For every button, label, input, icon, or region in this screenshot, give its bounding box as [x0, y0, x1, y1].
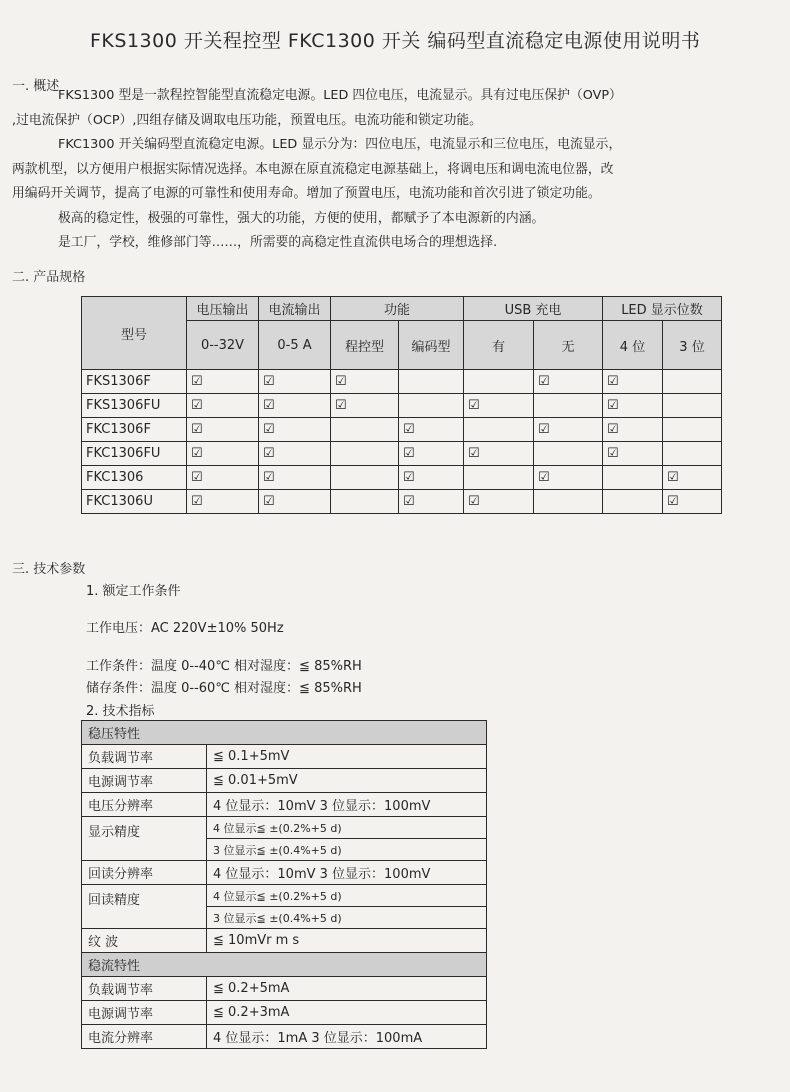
- col-usb: USB 充电: [464, 297, 603, 321]
- spec-cell-i: [259, 370, 331, 394]
- checked-box-icon: ☑: [263, 470, 275, 485]
- col-enc: 编码型: [399, 321, 464, 370]
- col-model: 型号: [82, 297, 187, 370]
- param-label: 回读分辨率: [82, 861, 207, 885]
- col-led3: 3 位: [663, 321, 722, 370]
- param-label: 电压分辨率: [82, 793, 207, 817]
- model-cell: FKC1306U: [82, 490, 187, 514]
- checked-box-icon: ☑: [191, 398, 203, 413]
- work-voltage: 工作电压：AC 220V±10% 50Hz: [86, 621, 284, 636]
- param-label: 电源调节率: [82, 769, 207, 793]
- spec-cell-usb-yes: [464, 490, 534, 514]
- param-value: ≦ 0.1+5mV: [207, 745, 487, 769]
- overview-line-5: 用编码开关调节，提高了电源的可靠性和使用寿命。增加了预置电压，电流功能和首次引进了锁定功能。: [12, 186, 601, 201]
- spec-cell-led4: [603, 466, 663, 490]
- tech-row: [82, 745, 487, 769]
- param-value: ≦ 0.2+5mA: [207, 977, 487, 1001]
- checked-box-icon: ☑: [468, 494, 480, 509]
- spec-cell-usb-yes: [464, 370, 534, 394]
- checked-box-icon: ☑: [191, 470, 203, 485]
- tech-row: [82, 929, 487, 953]
- checked-box-icon: ☑: [403, 446, 415, 461]
- checked-box-icon: ☑: [667, 470, 679, 485]
- checked-box-icon: ☑: [538, 422, 550, 437]
- spec-cell-enc: [399, 466, 464, 490]
- checked-box-icon: ☑: [607, 374, 619, 389]
- spec-cell-v: [187, 418, 259, 442]
- section-tech-heading: 三. 技术参数: [12, 562, 86, 577]
- spec-cell-usb-no: [534, 442, 603, 466]
- overview-line-4: 两款机型，以方便用户根据实际情况选择。本电源在原直流稳定电源基础上，将调电压和调电流电位器，改: [12, 161, 614, 177]
- spec-cell-led4: [603, 442, 663, 466]
- overview-line-2: ,过电流保护（OCP）,四组存储及调取电压功能，预置电压。电流功能和锁定功能。: [12, 112, 482, 128]
- param-label: 回读精度: [82, 885, 207, 929]
- overview-line-6: 极高的稳定性，极强的可靠性，强大的功能，方便的使用，都赋予了本电源新的内涵。: [58, 210, 545, 226]
- current-range: 0-5 A: [259, 321, 331, 370]
- spec-row: [82, 394, 722, 418]
- col-prog: 程控型: [331, 321, 399, 370]
- overview-line-3: FKC1300 开关编码型直流稳定电源。LED 显示分为：四位电压，电流显示和三位电压，电流显示，: [58, 137, 622, 152]
- spec-table-body: [82, 370, 722, 514]
- tech-row: [82, 977, 487, 1001]
- storage-condition: 储存条件：温度 0--60℃ 相对湿度：≦ 85%RH: [86, 681, 362, 696]
- tech-row: [82, 1001, 487, 1025]
- spec-cell-i: [259, 394, 331, 418]
- checked-box-icon: ☑: [335, 374, 347, 389]
- rated-conditions-heading: 1. 额定工作条件: [86, 584, 181, 599]
- spec-cell-led4: [603, 370, 663, 394]
- spec-cell-led3: [663, 370, 722, 394]
- spec-cell-usb-yes: [464, 442, 534, 466]
- checked-box-icon: ☑: [403, 422, 415, 437]
- tech-row: [82, 885, 487, 907]
- section-row: [82, 721, 487, 745]
- spec-cell-enc: [399, 418, 464, 442]
- param-label: 电源调节率: [82, 1001, 207, 1025]
- spec-cell-v: [187, 370, 259, 394]
- checked-box-icon: ☑: [403, 494, 415, 509]
- col-usb-no: 无: [534, 321, 603, 370]
- spec-cell-led3: [663, 466, 722, 490]
- spec-cell-enc: [399, 370, 464, 394]
- voltage-range: 0--32V: [187, 321, 259, 370]
- param-value: 3 位显示≦ ±(0.4%+5 d): [207, 839, 487, 861]
- overview-line-7: 是工厂，学校，维修部门等……，所需要的高稳定性直流供电场合的理想选择.: [58, 235, 498, 250]
- model-cell: FKC1306F: [82, 418, 187, 442]
- param-label: 电流分辨率: [82, 1025, 207, 1049]
- spec-cell-usb-yes: [464, 394, 534, 418]
- col-led4: 4 位: [603, 321, 663, 370]
- spec-cell-i: [259, 466, 331, 490]
- spec-cell-usb-no: [534, 370, 603, 394]
- param-label: 显示精度: [82, 817, 207, 861]
- spec-cell-v: [187, 394, 259, 418]
- tech-table-body: [82, 721, 487, 1049]
- spec-cell-led4: [603, 490, 663, 514]
- param-value: 4 位显示：1mA 3 位显示：100mA: [207, 1025, 487, 1049]
- checked-box-icon: ☑: [667, 494, 679, 509]
- param-value: ≦ 10mVr m s: [207, 929, 487, 953]
- model-cell: FKS1306F: [82, 370, 187, 394]
- checked-box-icon: ☑: [468, 446, 480, 461]
- checked-box-icon: ☑: [263, 446, 275, 461]
- param-value: 4 位显示≦ ±(0.2%+5 d): [207, 885, 487, 907]
- model-cell: FKS1306FU: [82, 394, 187, 418]
- tech-row: [82, 817, 487, 839]
- checked-box-icon: ☑: [538, 374, 550, 389]
- spec-cell-enc: [399, 442, 464, 466]
- tech-index-heading: 2. 技术指标: [86, 704, 155, 719]
- spec-cell-v: [187, 442, 259, 466]
- checked-box-icon: ☑: [263, 422, 275, 437]
- section-overview-heading: 一. 概述: [12, 79, 60, 94]
- spec-cell-led3: [663, 490, 722, 514]
- spec-cell-i: [259, 442, 331, 466]
- spec-cell-usb-no: [534, 466, 603, 490]
- checked-box-icon: ☑: [191, 494, 203, 509]
- spec-cell-usb-yes: [464, 466, 534, 490]
- work-condition: 工作条件：温度 0--40℃ 相对湿度：≦ 85%RH: [86, 659, 362, 674]
- spec-cell-prog: [331, 370, 399, 394]
- tech-row: [82, 861, 487, 885]
- spec-cell-usb-no: [534, 490, 603, 514]
- model-cell: FKC1306: [82, 466, 187, 490]
- overview-line-1: FKS1300 型是一款程控智能型直流稳定电源。LED 四位电压，电流显示。具有过电压保护（OVP）: [58, 88, 622, 103]
- section-row: [82, 953, 487, 977]
- spec-cell-prog: [331, 418, 399, 442]
- param-value: ≦ 0.2+3mA: [207, 1001, 487, 1025]
- param-value: 4 位显示：10mV 3 位显示：100mV: [207, 861, 487, 885]
- checked-box-icon: ☑: [191, 374, 203, 389]
- section-label: 稳压特性: [82, 721, 487, 745]
- spec-cell-i: [259, 490, 331, 514]
- checked-box-icon: ☑: [538, 470, 550, 485]
- overview-text: [12, 84, 772, 256]
- tech-row: [82, 769, 487, 793]
- spec-row: [82, 370, 722, 394]
- spec-cell-prog: [331, 490, 399, 514]
- checked-box-icon: ☑: [191, 446, 203, 461]
- col-voltage: 电压输出: [187, 297, 259, 321]
- document-title: FKS1300 开关程控型 FKC1300 开关 编码型直流稳定电源使用说明书: [90, 30, 701, 52]
- checked-box-icon: ☑: [263, 494, 275, 509]
- checked-box-icon: ☑: [607, 398, 619, 413]
- spec-cell-usb-no: [534, 394, 603, 418]
- section-label: 稳流特性: [82, 953, 487, 977]
- spec-cell-led3: [663, 442, 722, 466]
- section-spec-heading: 二. 产品规格: [12, 270, 86, 285]
- col-led: LED 显示位数: [603, 297, 722, 321]
- checked-box-icon: ☑: [607, 422, 619, 437]
- spec-cell-led4: [603, 394, 663, 418]
- spec-row: [82, 442, 722, 466]
- checked-box-icon: ☑: [403, 470, 415, 485]
- spec-cell-prog: [331, 442, 399, 466]
- spec-row: [82, 466, 722, 490]
- spec-cell-enc: [399, 490, 464, 514]
- spec-cell-led3: [663, 394, 722, 418]
- spec-cell-led4: [603, 418, 663, 442]
- spec-cell-enc: [399, 394, 464, 418]
- tech-row: [82, 793, 487, 817]
- checked-box-icon: ☑: [263, 398, 275, 413]
- spec-cell-i: [259, 418, 331, 442]
- spec-row: [82, 418, 722, 442]
- checked-box-icon: ☑: [335, 398, 347, 413]
- checked-box-icon: ☑: [468, 398, 480, 413]
- tech-index-table: [81, 720, 487, 1049]
- param-label: 负载调节率: [82, 977, 207, 1001]
- spec-cell-led3: [663, 418, 722, 442]
- param-label: 负载调节率: [82, 745, 207, 769]
- checked-box-icon: ☑: [607, 446, 619, 461]
- product-spec-table: [81, 296, 722, 514]
- spec-cell-prog: [331, 394, 399, 418]
- model-cell: FKC1306FU: [82, 442, 187, 466]
- param-label: 纹 波: [82, 929, 207, 953]
- spec-cell-v: [187, 466, 259, 490]
- param-value: 4 位显示：10mV 3 位显示：100mV: [207, 793, 487, 817]
- param-value: 3 位显示≦ ±(0.4%+5 d): [207, 907, 487, 929]
- checked-box-icon: ☑: [191, 422, 203, 437]
- param-value: 4 位显示≦ ±(0.2%+5 d): [207, 817, 487, 839]
- col-usb-yes: 有: [464, 321, 534, 370]
- tech-row: [82, 1025, 487, 1049]
- spec-cell-usb-yes: [464, 418, 534, 442]
- spec-cell-v: [187, 490, 259, 514]
- checked-box-icon: ☑: [263, 374, 275, 389]
- param-value: ≦ 0.01+5mV: [207, 769, 487, 793]
- col-function: 功能: [331, 297, 464, 321]
- spec-cell-prog: [331, 466, 399, 490]
- spec-row: [82, 490, 722, 514]
- spec-cell-usb-no: [534, 418, 603, 442]
- col-current: 电流输出: [259, 297, 331, 321]
